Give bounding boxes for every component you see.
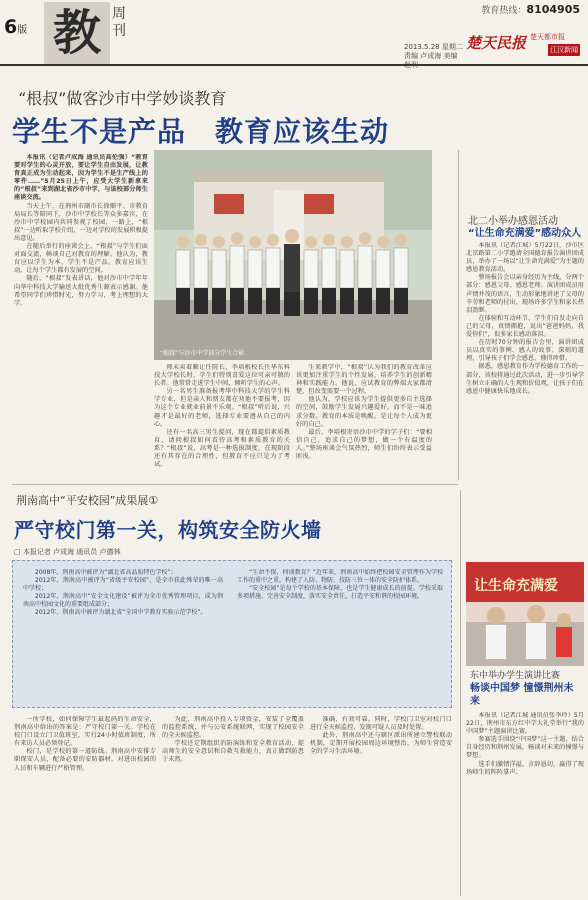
column-rule-2	[460, 490, 461, 896]
side-headline: “让生命充满爱”感动众人	[468, 228, 582, 239]
main-body-col1: 本报讯（记者卢成海 通讯员高伦强）“教育要对学生的心灵开放，要让学生自由发展，让教育真正成为生动起来，因为学生不是生产线上的零件……”5月25日上午，应受大学生新拿来的“根叔”来到湖北省沙市中学，与该校部分师生座谈交流。 当天上午，在荆州市副市长徐顺平、市教育局局长等陪同下，沙市中学校长等众多嘉宾，在沙市中学校园内共同参观了校园，一路上，“根叔”一边听取学校介绍，一边对学校的发展积极提出意见。 在随后举行的座谈会上，“根叔”与学生们面对面交流，畅谈自己对教育的理解。他认为，教育应以学生为本，学生不是产品，教育应该生动，让每个学生都有发展的空间。 随后，“根叔”发表讲话，他对沙市中学年年向华中科技大学输送大批优秀生源表示感谢。他希望同学们珍惜时光，努力学习，考上理想的大学。	[14, 154, 148, 307]
story2-body: 本报讯（记者江城 通讯员张李玲）5月22日，荆州市东方红中学大礼堂举行“我的中国梦”主题演讲比赛。 参赛选手围绕“中国梦”这一主题，结合自身经历和荆州发展，畅谈对未来的憧憬与梦想。 选手们激情洋溢、言辞恳切，赢得了现场师生的阵阵掌声。	[466, 712, 584, 776]
document-icon: ▢	[14, 548, 21, 556]
info-box-left: 2008年，荆南高中被评为“湖北省高品质特色学校”； 2012年，荆南高中被评为“省级平安校园”，是全市获此殊荣的唯一高中学校； 2012年，荆南高中“安全文化建设”被评为全市优秀管理项目，成为荆南高中校园文化的重要组成部分； 2012年，荆南高中被评为湖北省“全国中学教育实验示范学校”。	[23, 569, 223, 616]
series-headline: 严守校门第一关，构筑安全防火墙	[14, 518, 322, 542]
event-photo	[466, 562, 584, 666]
main-body-col3: 生来教学中，“根叔”认为我们的教育改革应该更加注重学生的个性发展，培养学生的创新精神和实践能力。他说，应试教育的弊端大家都清楚，但改变需要一个过程。 他认为，学校应该为学生提供更多自主选择的空间，鼓励学生发展兴趣爱好，而不是一味追求分数。教育的本质是唤醒，是让每个人成为更好的自己。 最后，李培根寄语沙市中学的学子们：“要相信自己，追求自己的梦想，做一个有温度的人。”整场座谈会气氛热烈，师生们纷纷表示受益匪浅。	[296, 364, 432, 461]
brand-sub: 楚天都市报	[530, 33, 565, 41]
series-body-col3: 准确、有效可靠。同时，学校门卫室对校门口进行全天候监控，发现可疑人员及时处置。 此外，荆南高中还与辖区派出所建立警校联动机制，定期开展校园周边环境整治，为师生营造安全的学习生活环境。	[310, 716, 452, 756]
story2-kicker: 东中举办学生演讲比赛	[470, 671, 561, 681]
section-title-small: 周刊	[112, 6, 126, 39]
masthead-rule	[0, 64, 588, 66]
brand-logo: 楚天民报	[466, 34, 527, 52]
group-photo	[154, 150, 432, 360]
series-body-col2: 为此，荆南高中投入专项资金，安装了全覆盖的监控系统，并与公安系统联网，实现了校园安全的全天候监控。 学校还定期组织消防演练和安全教育活动，提高师生的安全意识和自救互救能力，真正做到防患于未然。	[162, 716, 304, 764]
brand-tag: 江汉新闻	[550, 46, 578, 54]
series-body-col1: 一所学校，如何保障学生最起码的生命安全，荆南高中给出的答案是：严守校门第一关。学校在校门口设立门卫值班室，实行24小时值班制度，所有来访人员必须登记。 校门，是学校的第一道防线。荆南高中安排专职保安人员，配备必要的安防器材，对进出校园的人员和车辆进行严格管理。	[14, 716, 156, 772]
series-label: 荆南高中“平安校园”成果展①	[16, 494, 159, 507]
side-kicker: 北二小举办感恩活动	[468, 216, 558, 227]
photo-caption: “根叔”与沙市中学部分学生合影	[160, 350, 245, 357]
series-byline: ▢ 本报记者 卢成海 通讯员 卢德林	[14, 548, 121, 556]
column-rule	[458, 150, 459, 480]
dateline: 2013.5.28 星期二 责编 卢成海 美编	[404, 43, 463, 60]
page-number: 6版	[4, 16, 28, 38]
side-body: 本报讯（记者江城）5月22日，沙市区北京路第二小学邀请全国德育报告演讲团成员，举办了一场以“让生命充满爱”为主题的感恩教育活动。 整场报告会以亲身经历为主线，分两个部分：感恩父母、感恩老师。演讲团成员用声情并茂的语言，生动形象地讲述了父母的辛劳和老师的付出，现场许多学生和家长热泪盈眶。 在体验和互动环节，学生们自发走向自己的父母，真情拥抱，说出“爸爸妈妈，我爱你们”，很多家长感动落泪。 在历时70分钟的报告会里，演讲团成员以真实的事例、感人的故事、深刻的道理，引导孩子们学会感恩、懂得珍惜。 据悉，感恩教育作为学校德育工作的一部分，该校将通过此次活动，进一步引导学生树立正确的人生观和价值观，让孩子们在感恩中健康快乐地成长。	[466, 242, 584, 395]
info-box	[12, 560, 452, 708]
section-title-big: 教	[44, 2, 110, 64]
main-kicker: “根叔”做客沙市中学妙谈教育	[18, 89, 227, 108]
hotline: 教育热线：8104905	[481, 3, 580, 16]
info-box-right: “生命不保，何谈教育？”近年来，荆南高中始终把校园安全管理作为学校工作的重中之重，构建了人防、物防、技防三位一体的安全防护体系。 “安全校园”是每个学校的基本保障，也是学生健康成长的前提。学校采取多项措施，完善安全制度，落实安全责任，打造平安和谐的校园环境。	[237, 569, 443, 600]
section-divider	[12, 484, 458, 485]
story2-headline: 畅谈中国梦 憧憬荆州未来	[470, 683, 574, 707]
main-body-col2: 师未卖着顺让任院长，李培根校长任华东科技大学校长时，学生们特别喜爱这位可亲可敬的长者。他常常走进学生中间，倾听学生的心声。 另一名男生准备报考华中科技大学的学生科学专业，但是亲人和朋友都在劝他不要报考，因为这个专业就业前景不乐观。“根叔”听后说，兴趣才是最好的老师，选择专业要遵从自己的内心。 还有一名高三男生提问，现在都提倡素质教育，请问根叔如何看待高考和素质教育的关系？“根叔”说，高考是一种选拔制度，在现阶段还有其存在的合理性，但教育不应只是为了考试。	[154, 364, 290, 469]
main-headline: 学生不是产品 教育应该生动	[12, 115, 390, 148]
banner-text: 让生命充满爱	[474, 578, 558, 594]
